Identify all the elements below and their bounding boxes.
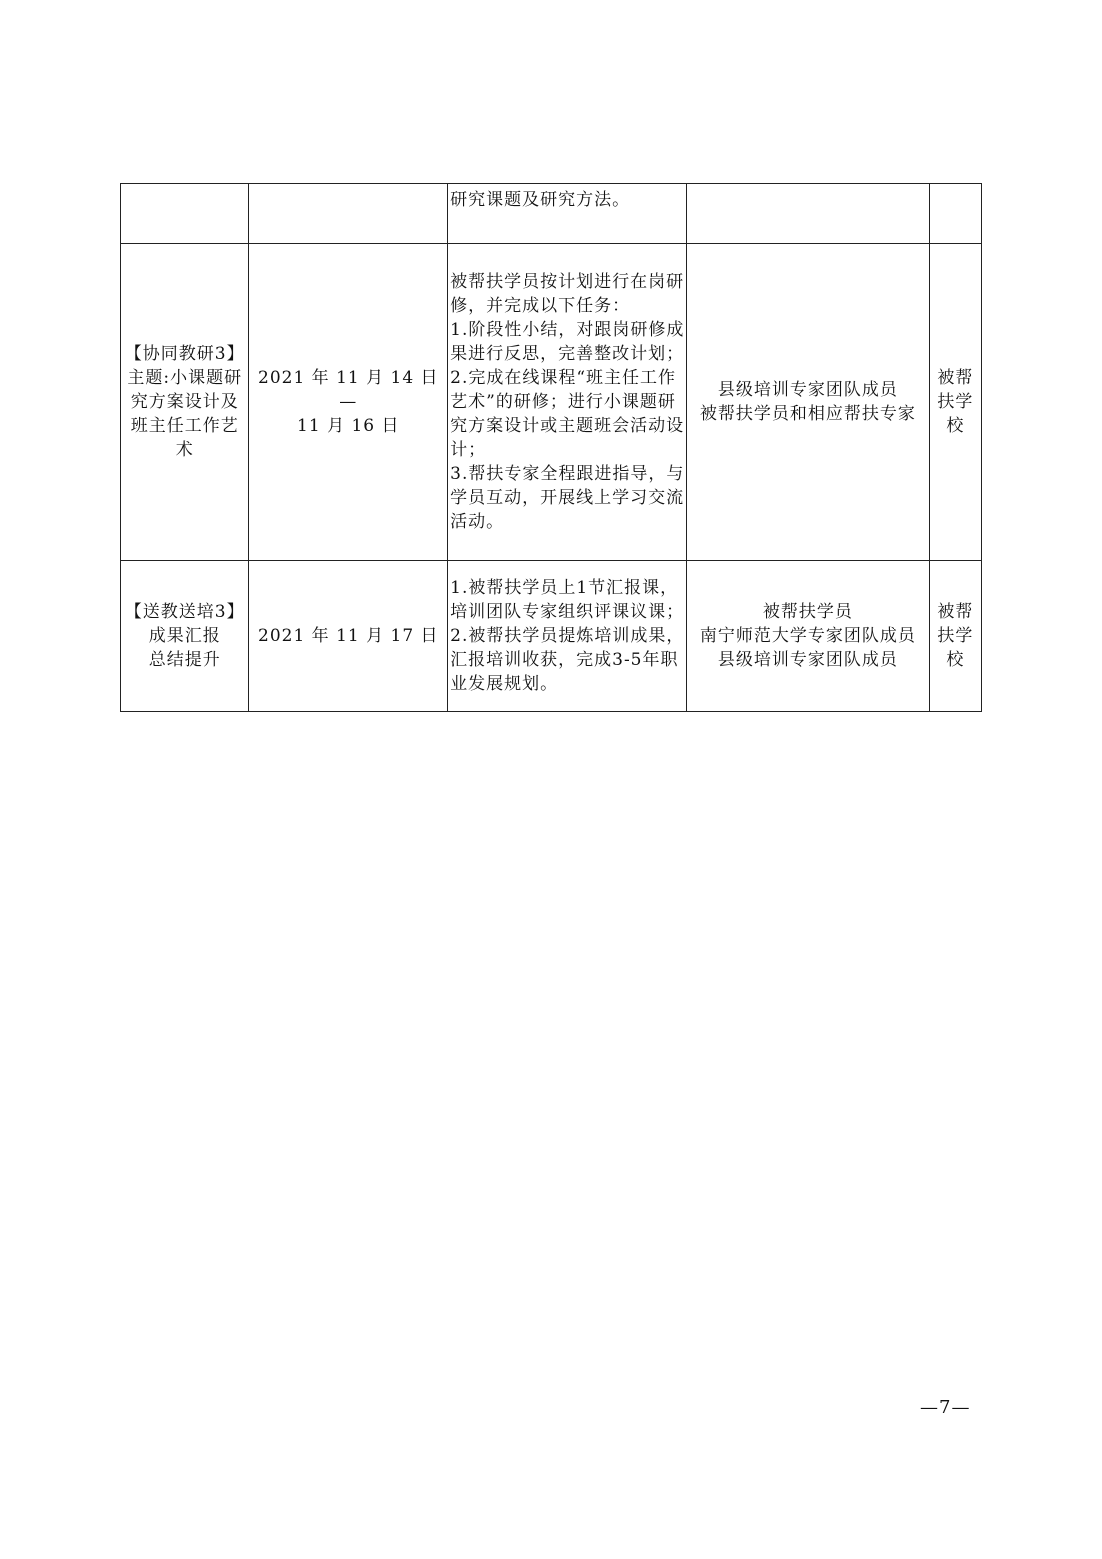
date-text: 2021 年 11 月 14 日— [258,368,439,412]
location-cell [929,561,981,712]
table-row-research [121,244,982,561]
page-number: —7— [920,1397,971,1418]
personnel-cell [686,561,929,712]
location-text: 被帮 [937,368,974,388]
tasks-cell [448,561,687,712]
personnel-text: 被帮扶学员和相应帮扶专家 [699,404,916,424]
task-text: 1.阶段性小结，对跟岗研修成果进行反思，完善整改计划； [450,320,685,364]
stage-cell [121,244,249,561]
stage-text: 【协同教研3】 [124,344,245,364]
date-cell [249,184,448,244]
task-text: 2.被帮扶学员提炼培训成果，汇报培训收获，完成3-5年职业发展规划。 [450,626,685,694]
location-cell [929,184,981,244]
stage-text: 成果汇报 [148,626,221,646]
task-text: 被帮扶学员按计划进行在岗研修，并完成以下任务： [450,272,685,316]
date-cell [249,244,448,561]
location-text: 扶学 [937,626,974,646]
date-cell [249,561,448,712]
date-text: 11 月 16 日 [297,416,400,436]
stage-cell [121,184,249,244]
personnel-cell [686,244,929,561]
tasks-cell [448,184,687,244]
personnel-text: 南宁师范大学专家团队成员 [699,626,916,646]
location-text: 校 [946,416,965,436]
stage-text: 术 [175,440,194,460]
stage-cell [121,561,249,712]
task-text: 1.被帮扶学员上1节汇报课，培训团队专家组织评课议课； [450,578,685,622]
location-cell [929,244,981,561]
stage-text: 【送教送培3】 [124,602,245,622]
personnel-text: 县级培训专家团队成员 [717,380,898,400]
stage-text: 总结提升 [148,650,221,670]
tasks-cell [448,244,687,561]
location-text: 扶学 [937,392,974,412]
stage-text: 究方案设计及 [130,392,239,412]
stage-text: 班主任工作艺 [130,416,239,436]
task-text: 2.完成在线课程“班主任工作艺术”的研修；进行小课题研究方案设计或主题班会活动设计； [450,368,685,460]
personnel-text: 县级培训专家团队成员 [717,650,898,670]
schedule-table [120,183,982,712]
date-text: 2021 年 11 月 17 日 [258,626,439,646]
location-text: 被帮 [937,602,974,622]
personnel-text: 被帮扶学员 [762,602,853,622]
task-text: 3.帮扶专家全程跟进指导，与学员互动，开展线上学习交流活动。 [450,464,685,532]
table-row-continued [121,184,982,244]
table-row-report [121,561,982,712]
stage-text: 主题:小课题研 [127,368,243,388]
location-text: 校 [946,650,965,670]
personnel-cell [686,184,929,244]
task-text: 研究课题及研究方法。 [450,190,631,210]
